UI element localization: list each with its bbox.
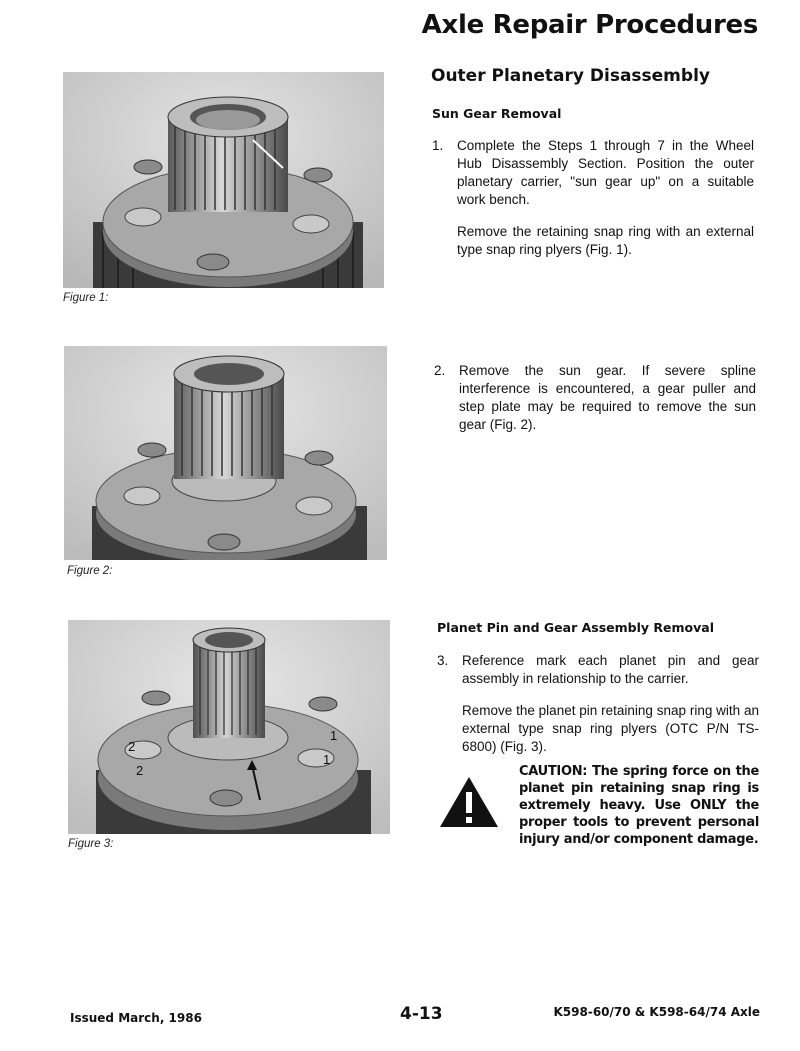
figure-1-photo <box>63 72 384 288</box>
step-1-text: Complete the Steps 1 through 7 in the Wheel Hub Disassembly Section. Position the outer planetary carrier, "sun gear up" on a suitable work bench. <box>457 138 754 207</box>
step-1-text2: Remove the retaining snap ring with an external type snap ring plyers (Fig. 1). <box>457 224 754 257</box>
figure-3-photo <box>68 620 390 834</box>
footer-issued: Issued March, 1986 <box>70 1011 202 1025</box>
footer-model: K598-60/70 & K598-64/74 Axle <box>553 1005 760 1019</box>
figure-3-caption: Figure 3: <box>68 838 114 850</box>
step-3-number: 3. <box>437 653 449 668</box>
warning-triangle-icon <box>438 775 500 829</box>
figure-3-mark-2a: 2 <box>128 739 136 754</box>
page-number: 4-13 <box>400 1004 443 1024</box>
step-3 <box>437 652 759 762</box>
step-1-number: 1. <box>432 138 444 153</box>
step-3-text2: Remove the planet pin retaining snap ring with an external type snap ring plyers (OTC P/N TS-6800) (Fig. 3). <box>462 703 759 754</box>
step-3-text: Reference mark each planet pin and gear assembly in relationship to the carrier. <box>462 653 759 686</box>
step-1 <box>432 137 754 257</box>
step-2 <box>434 362 756 432</box>
figure-3-mark-2b: 2 <box>136 763 144 778</box>
step-2-number: 2. <box>434 363 446 378</box>
figure-1-caption: Figure 1: <box>63 292 109 304</box>
figure-3-mark-1b: 1 <box>330 728 338 743</box>
sun-gear-heading: Sun Gear Removal <box>432 106 562 121</box>
figure-2-photo <box>64 346 387 560</box>
planet-pin-heading: Planet Pin and Gear Assembly Removal <box>437 620 714 635</box>
caution-text: CAUTION: The spring force on the planet pin retaining snap ring is extremely heavy. Use ONLY the proper tools to prevent personal injury and/or component damage. <box>519 764 759 847</box>
figure-2-caption: Figure 2: <box>67 565 113 577</box>
step-2-text: Remove the sun gear. If severe spline interference is encountered, a gear puller and step plate may be required to remove the sun gear (Fig. 2). <box>459 363 756 432</box>
figure-3-mark-1a: 1 <box>323 752 331 767</box>
section-title: Outer Planetary Disassembly <box>431 66 710 86</box>
page-title: Axle Repair Procedures <box>421 10 758 40</box>
